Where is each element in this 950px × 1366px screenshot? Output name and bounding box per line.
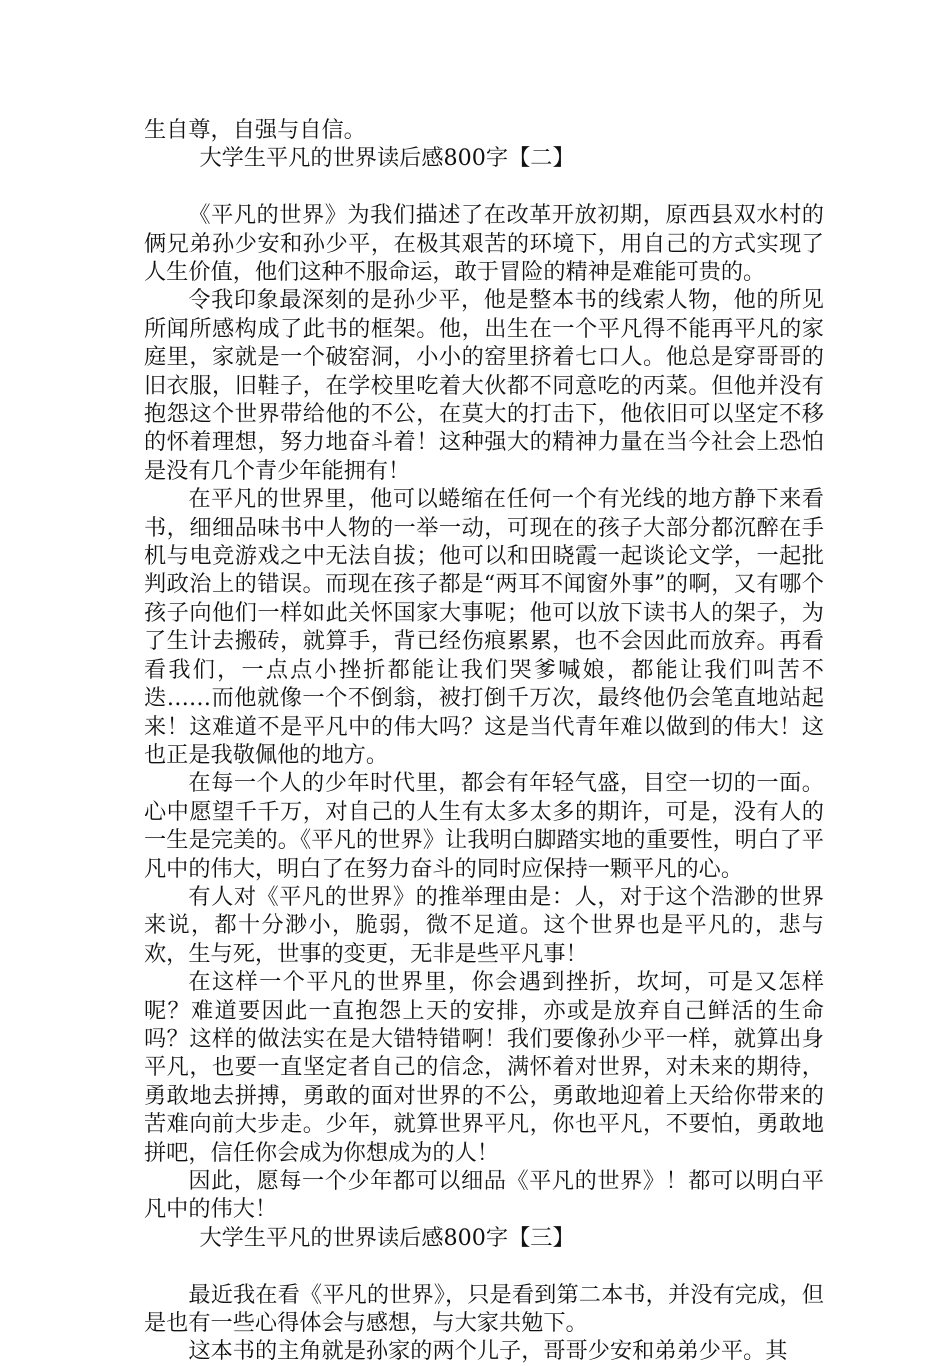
paragraph: 因此，愿每一个少年都可以细品《平凡的世界》！都可以明白平凡中的伟大！ bbox=[144, 1168, 824, 1223]
blank-line bbox=[144, 173, 824, 201]
paragraph: 最近我在看《平凡的世界》，只是看到第二本书，并没有完成，但是也有一些心得体会与感想，与大家共勉下。 bbox=[144, 1281, 824, 1337]
paragraph-continuation: 生自尊，自强与自信。 bbox=[144, 117, 366, 143]
blank-line bbox=[144, 1252, 824, 1280]
paragraph: 在平凡的世界里，他可以蜷缩在任何一个有光线的地方静下来看书，细细品味书中人物的一举一动，可现在的孩子大部分都沉醉在手机与电竞游戏之中无法自拔；他可以和田晓霞一起谈论文学，一起批判政治上的错误。而现在孩子都是“两耳不闻窗外事”的啊，又有哪个孩子向他们一样如此关怀国家大事呢；他可以放下读书人的架子，为了生计去搬砖，就算手，背已经伤痕累累，也不会因此而放弃。再看看我们，一点点小挫折都能让我们哭爹喊娘，都能让我们叫苦不迭……而他就像一个不倒翁，被打倒千万次，最终他仍会笔直地站起来！这难道不是平凡中的伟大吗？这是当代青年难以做到的伟大！这也正是我敬佩他的地方。 bbox=[144, 486, 824, 768]
paragraph: 《平凡的世界》为我们描述了在改革开放初期，原西县双水村的俩兄弟孙少安和孙少平，在极其艰苦的环境下，用自己的方式实现了人生价值，他们这种不服命运，敢于冒险的精神是难能可贵的。 bbox=[144, 202, 824, 286]
paragraph: 令我印象最深刻的是孙少平，他是整本书的线索人物，他的所见所闻所感构成了此书的框架。他，出生在一个平凡得不能再平凡的家庭里，家就是一个破窑洞，小小的窑里挤着七口人。他总是穿哥哥的旧衣服，旧鞋子，在学校里吃着大伙都不同意吃的丙菜。但他并没有抱怨这个世界带给他的不公，在莫大的打击下，他依旧可以坚定不移的怀着理想，努力地奋斗着！这种强大的精神力量在当今社会上恐怕是没有几个青少年能拥有！ bbox=[144, 287, 824, 484]
section-heading-two: 大学生平凡的世界读后感800字【二】 bbox=[199, 145, 575, 172]
paragraph: 这本书的主角就是孙家的两个儿子，哥哥少安和弟弟少平。其 bbox=[188, 1338, 788, 1365]
paragraph: 在每一个人的少年时代里，都会有年轻气盛，目空一切的一面。心中愿望千千万，对自己的人生有太多太多的期许，可是，没有人的一生是完美的。《平凡的世界》让我明白脚踏实地的重要性，明白了平凡中的伟大，明白了在努力奋斗的同时应保持一颗平凡的心。 bbox=[144, 770, 824, 882]
section-heading-three: 大学生平凡的世界读后感800字【三】 bbox=[199, 1224, 575, 1251]
paragraph: 在这样一个平凡的世界里，你会遇到挫折，坎坷，可是又怎样呢？难道要因此一直抱怨上天的安排，亦或是放弃自己鲜活的生命吗？这样的做法实在是大错特错啊！我们要像孙少平一样，就算出身平凡，也要一直坚定者自己的信念，满怀着对世界，对未来的期待，勇敢地去拼搏，勇敢的面对世界的不公，勇敢地迎着上天给你带来的苦难向前大步走。少年，就算世界平凡，你也平凡，不要怕，勇敢地拼吧，信任你会成为你想成为的人！ bbox=[144, 969, 824, 1166]
document-page bbox=[144, 116, 824, 1366]
paragraph: 有人对《平凡的世界》的推举理由是：人，对于这个浩渺的世界来说，都十分渺小，脆弱，微不足道。这个世界也是平凡的，悲与欢，生与死，世事的变更，无非是些平凡事！ bbox=[144, 883, 824, 967]
